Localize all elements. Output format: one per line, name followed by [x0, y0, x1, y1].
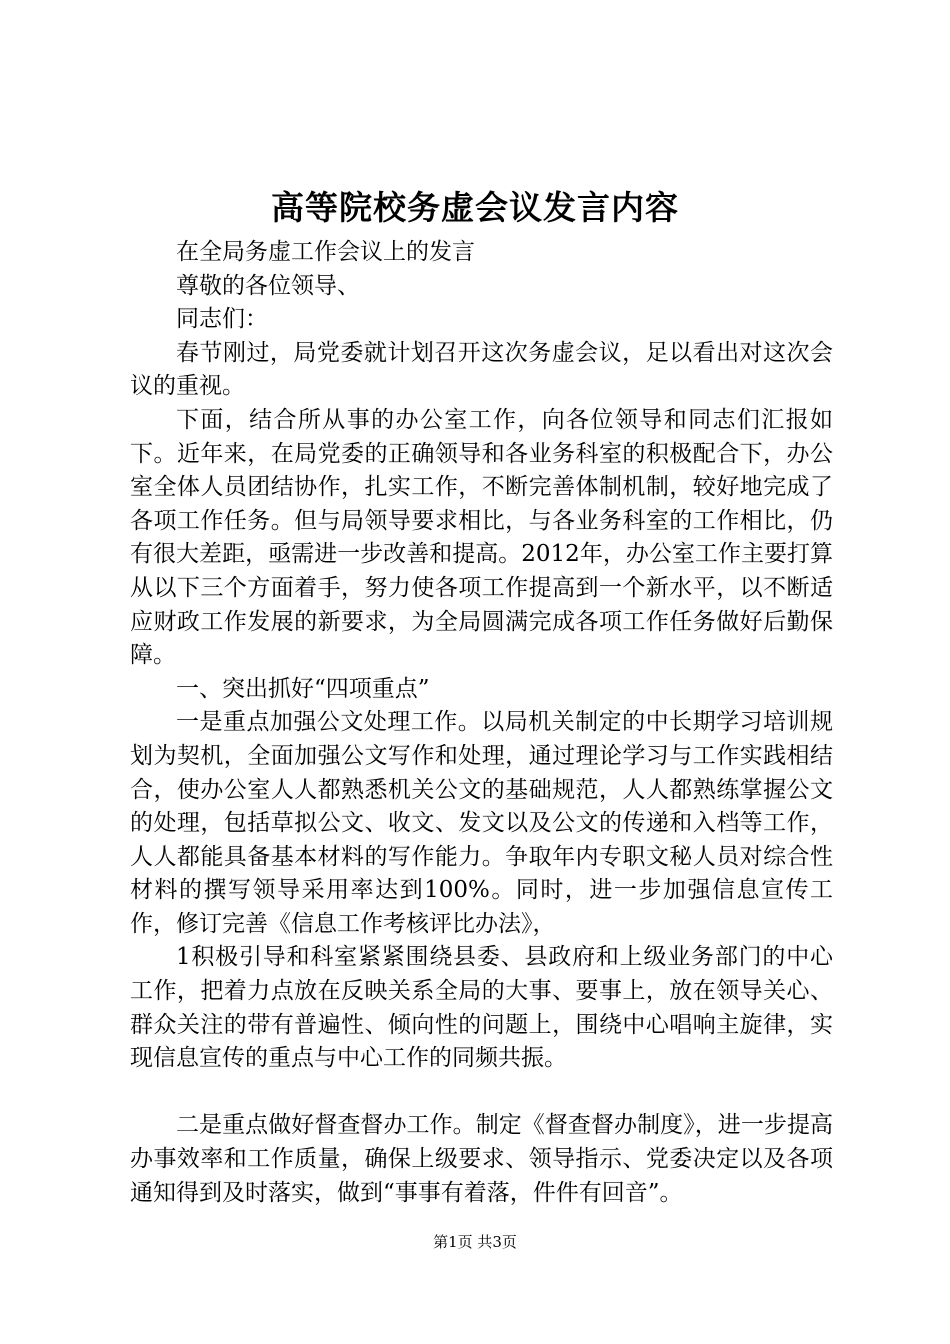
paragraph-salutation-leaders: 尊敬的各位领导、	[176, 272, 360, 299]
paragraph-report-intro: 下面，结合所从事的办公室工作，向各位领导和同志们汇报如下。近年来，在局党委的正确领导和各业务科室的积极配合下，办公室全体人员团结协作，扎实工作，不断完善体制机制，较好地完成了各项工作任务。但与局领导要求相比，与各业务科室的工作相比，仍有很大差距，亟需进一步改善和提高。2012年，办公室工作主要打算从以下三个方面着手，努力使各项工作提高到一个新水平，以不断适应财政工作发展的新要求，为全局圆满完成各项工作任务做好后勤保障。	[130, 406, 833, 669]
paragraph-information-work: 1积极引导和科室紧紧围绕县委、县政府和上级业务部门的中心工作，把着力点放在反映关系全局的大事、要事上，放在领导关心、群众关注的带有普遍性、倾向性的问题上，围绕中心唱响主旋律，实现信息宣传的重点与中心工作的同频共振。	[130, 944, 833, 1072]
paragraph-salutation-comrades: 同志们：	[176, 306, 268, 333]
paragraph-document-handling: 一是重点加强公文处理工作。以局机关制定的中长期学习培训规划为契机，全面加强公文写作和处理，通过理论学习与工作实践相结合，使办公室人人都熟悉机关公文的基础规范，人人都熟练掌握公文的处理，包括草拟公文、收文、发文以及公文的传递和入档等工作，人人都能具备基本材料的写作能力。争取年内专职文秘人员对综合性材料的撰写领导采用率达到100%。同时，进一步加强信息宣传工作，修订完善《信息工作考核评比办法》，	[130, 709, 833, 937]
paragraph-supervision-work: 二是重点做好督查督办工作。制定《督查督办制度》，进一步提高办事效率和工作质量，确保上级要求、领导指示、党委决定以及各项通知得到及时落实，做到“事事有着落，件件有回音”。	[130, 1112, 833, 1206]
document-title: 高等院校务虚会议发言内容	[271, 188, 679, 227]
section-heading-four-priorities: 一、突出抓好“四项重点”	[176, 675, 430, 702]
paragraph-speech-heading: 在全局务虚工作会议上的发言	[176, 239, 475, 265]
paragraph-opening: 春节刚过，局党委就计划召开这次务虚会议，足以看出对这次会议的重视。	[130, 339, 833, 400]
page-number-footer: 第1页 共3页	[433, 1233, 517, 1251]
document-body	[130, 236, 833, 1210]
